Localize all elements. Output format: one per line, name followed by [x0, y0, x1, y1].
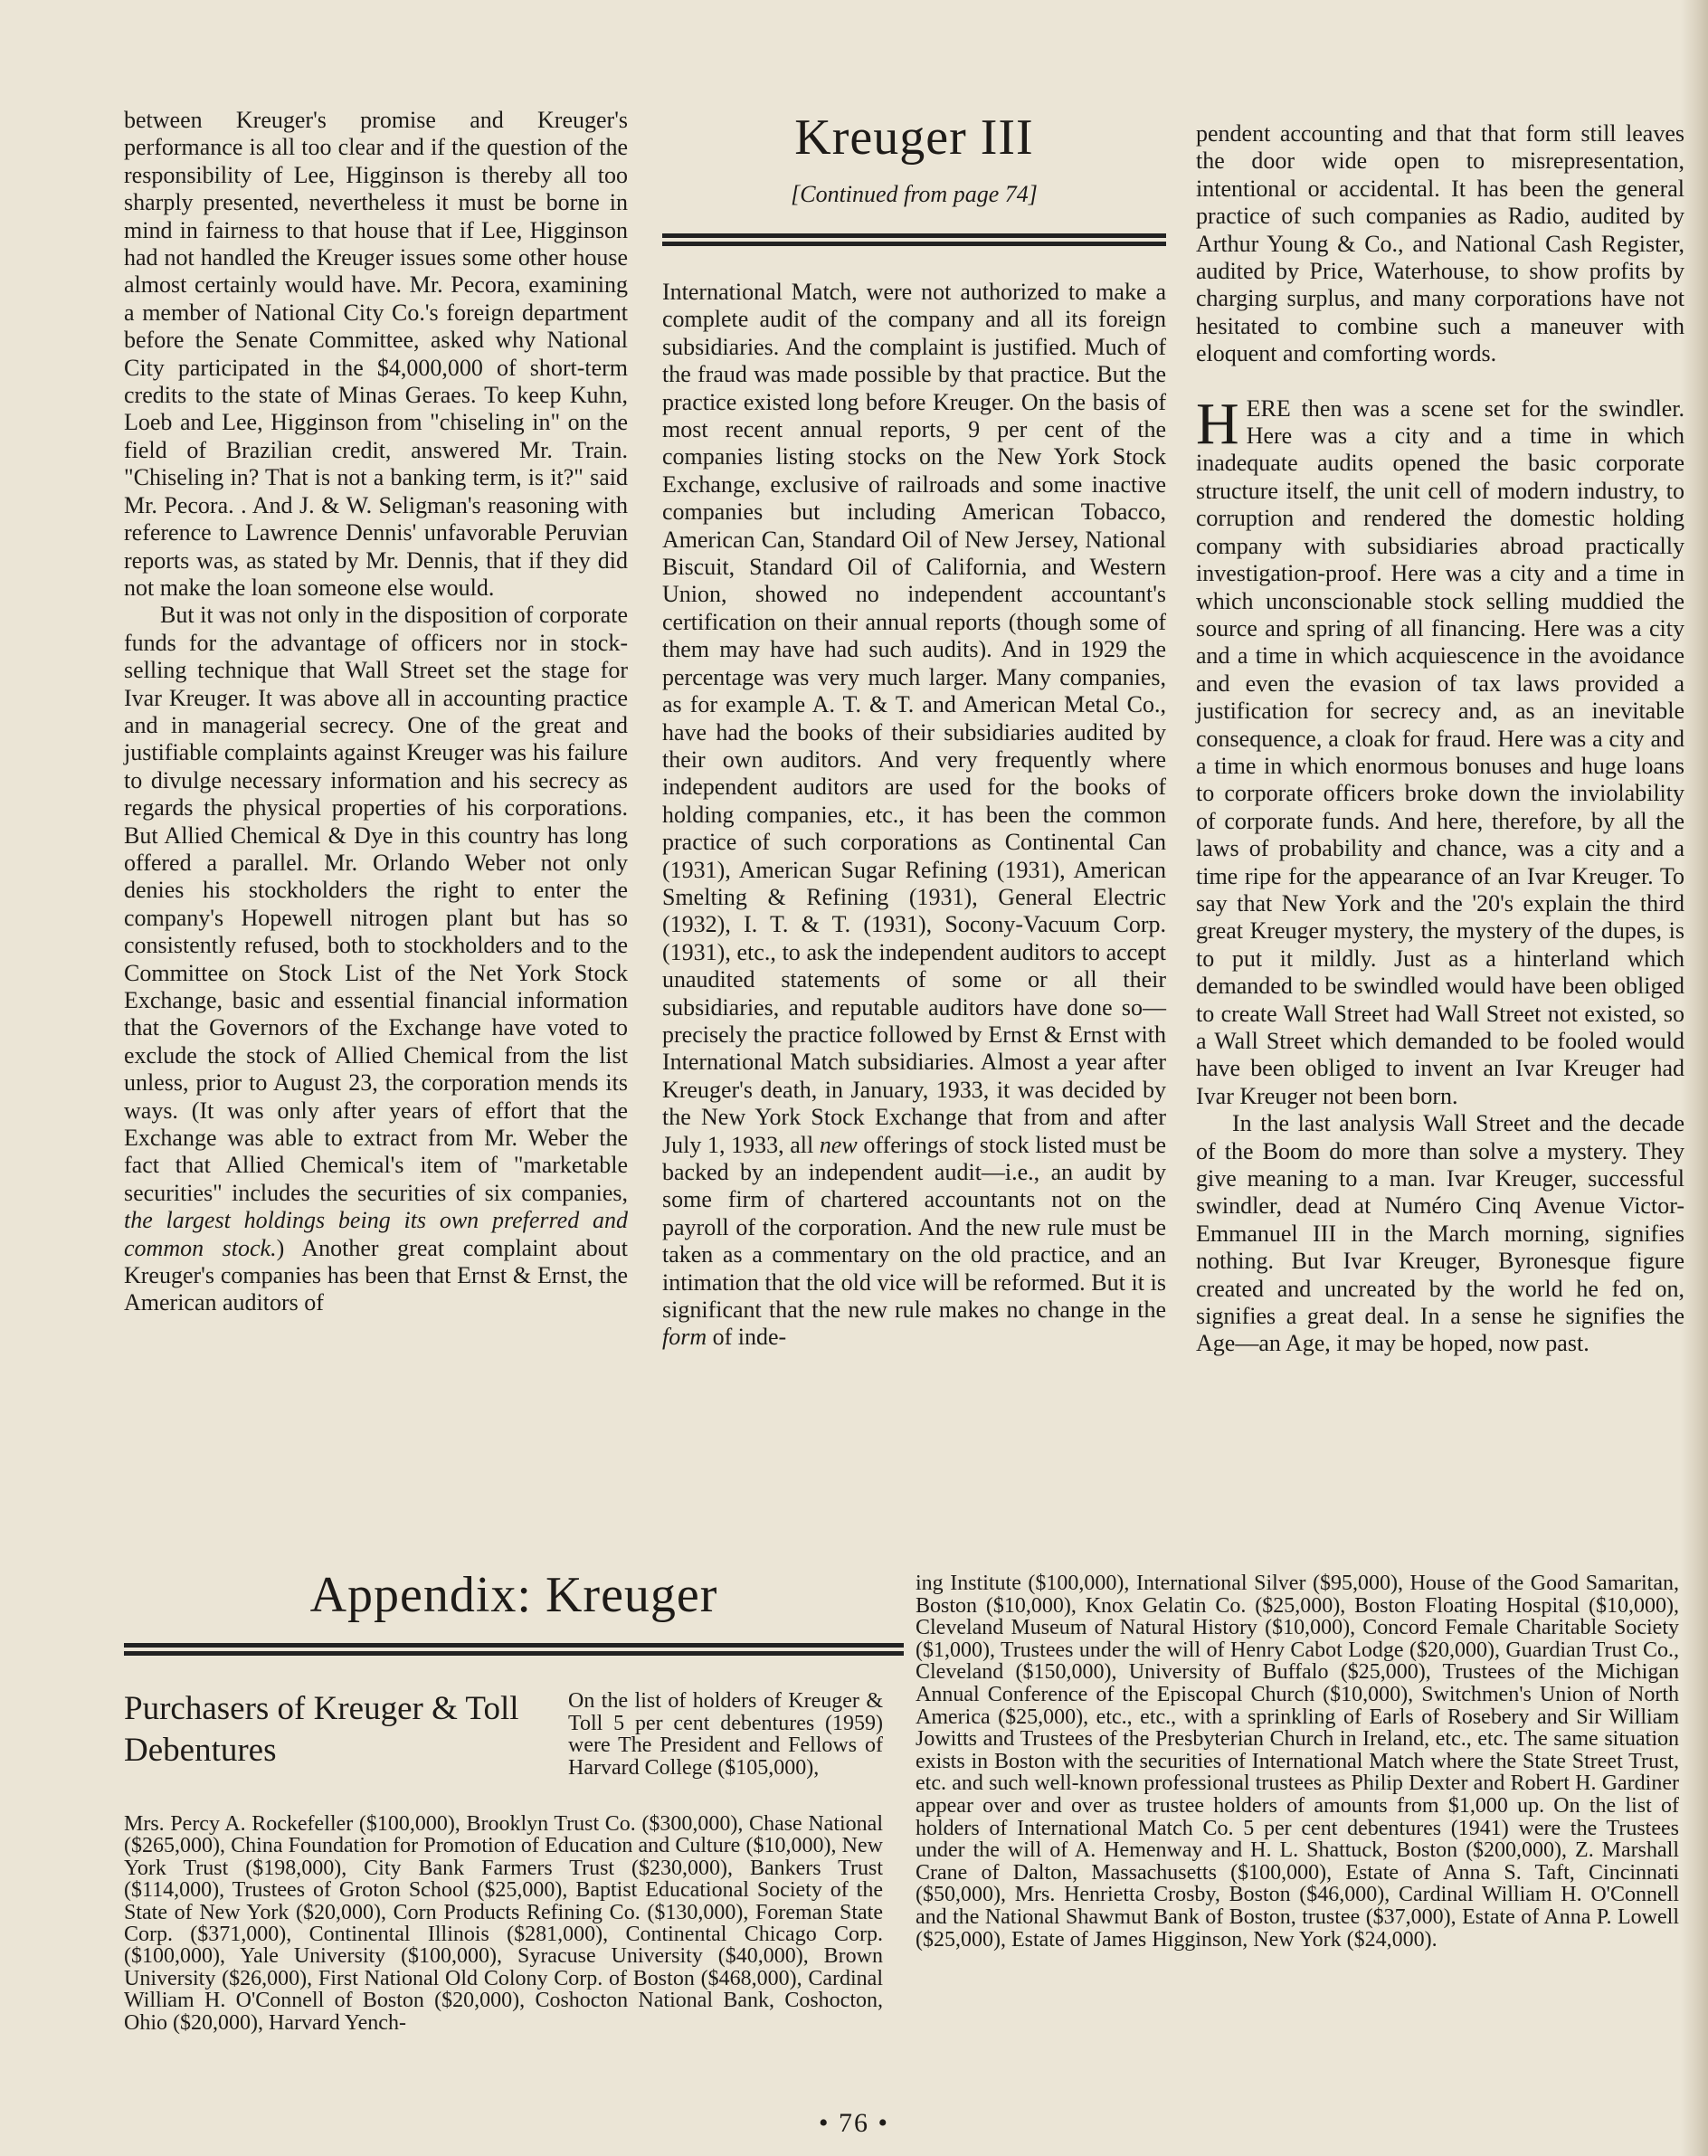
appendix-column-right: [916, 1572, 1679, 1951]
paragraph-text: ERE then was a scene set for the swindler. Here was a city and a time in which inadequate audits opened the basic corporate structure itself, the unit cell of modern industry, to corruption and rendered the domestic holding company with subsidiaries abroad practically investigation-proof. Here was a city and a time in which unconscionable stock selling muddied the source and spring of all financing. Here was a city and a time in which acquiescence in the avoidance and even the evasion of tax laws provided a justification for secrecy and, as an inevitable consequence, a cloak for fraud. Here was a city and a time in which enormous bonuses and huge loans to corporate officers broke down the inviolability of corporate funds. And here, therefore, by all the laws of probability and chance, was a city and a time ripe for the appearance of an Ivar Kreuger. To say that New York and the '20's explain the third great Kreuger mystery, the mystery of the dupes, is to put it mildly. Just as a hinterland which demanded to be swindled would have been obliged to create Wall Street had Wall Street not existed, so a Wall Street which demanded to be fooled would have been obliged to invent an Ivar Kreuger had Ivar Kreuger not been born.: [1196, 394, 1684, 1109]
paragraph: [568, 1690, 883, 1779]
continued-note: [Continued from page 74]: [791, 181, 1038, 207]
paragraph: [1196, 1110, 1684, 1358]
paragraph-text: On the list of holders of Kreuger & Toll 5 per cent debentures (1959) were The President and Fellows of Harvard College ($105,000),: [568, 1689, 883, 1780]
paragraph: [916, 1572, 1679, 1951]
paragraph-text: offerings of stock listed must be backed by an independent audit—i.e., an audit by some firm of chartered accountants not on the payroll of the corporation. And the new rule must be taken as a commentary on the old practice, and an intimation that the old vice will be reformed. But it is significant that the new rule makes no change in the: [662, 1131, 1166, 1324]
paragraph-text: But it was not only in the disposition of corporate funds for the advantage of officers nor in stock-selling technique that Wall Street set the stage for Ivar Kreuger. It was above all in accounting practice and in managerial secrecy. One of the great and justifiable complaints against Kreuger was his failure to divulge necessary information and his secrecy as regards the physical properties of his corporations. But Allied Chemical & Dye in this country has long offered a parallel. Mr. Orlando Weber not only denies his stockholders the right to enter the company's Hopewell nitrogen plant but has so consistently refused, both to stockholders and to the Committee on Stock List of the Net York Stock Exchange, basic and essential financial information that the Governors of the Exchange have voted to exclude the stock of Allied Chemical from the list unless, prior to August 23, the corporation mends its ways. (It was only after years of effort that the Exchange was able to extract from Mr. Weber the fact that Allied Chemical's item of "marketable securities" includes the securities of six companies,: [124, 602, 628, 1206]
article-column-left: [124, 107, 628, 1317]
paragraph: [124, 1813, 883, 2034]
italic-text: form: [662, 1324, 707, 1351]
paragraph-text: In the last analysis Wall Street and the decade of the Boom do more than solve a mystery. They give meaning to a man. Ivar Kreuger, successful swindler, dead at Numéro Cinq Avenue Victor-Emmanuel III in the March morning, signifies nothing. But Ivar Kreuger, Byronesque figure created and uncreated by the world he fed on, signifies a great deal. In a sense he signifies the Age—an Age, it may be hoped, now past.: [1196, 1110, 1684, 1357]
appendix-column-left: [124, 1813, 883, 2034]
paragraph-text: of inde-: [712, 1324, 787, 1351]
appendix-intro: [568, 1690, 883, 1779]
paragraph: [124, 602, 628, 1317]
paragraph-text: pendent accounting and that that form still leaves the door wide open to misrepresentation, intentional or accidental. It has been the general practice of such companies as Radio, audited by Arthur Young & Co., and National Cash Register, audited by Price, Waterhouse, to show profits by charging surplus, and many corporations have not hesitated to combine such a maneuver with eloquent and comforting words.: [1196, 120, 1684, 367]
drop-cap: H: [1196, 390, 1239, 457]
appendix-title: Appendix: Kreuger: [309, 1567, 718, 1623]
paragraph-text: Mrs. Percy A. Rockefeller ($100,000), Brooklyn Trust Co. ($300,000), Chase National ($265,000), China Foundation for Promotion of Education and Culture ($10,000), New York Trust ($198,000), City Bank Farmers Trust ($230,000), Bankers Trust ($114,000), Trustees of Groton School ($25,000), Baptist Educational Society of the State of New York ($20,000), Corn Products Refining Co. ($130,000), Foreman State Corp. ($371,000), Continental Illinois ($281,000), Continental Chicago Corp. ($100,000), Yale University ($100,000), Syracuse University ($40,000), Brown University ($26,000), First National Old Colony Corp. of Boston ($468,000), Cardinal William H. O'Connell of Boston ($20,000), Coshocton National Bank, Coshocton, Ohio ($20,000), Harvard Yench-: [124, 1812, 883, 2035]
paragraph-text: ) Another great complaint about Kreuger's companies has been that Ernst & Ernst, the American auditors of: [124, 1234, 629, 1316]
paragraph: [1196, 390, 1684, 1111]
paragraph-text: International Match, were not authorized to make a complete audit of the company and all its foreign subsidiaries. And the complaint is justified. Much of the fraud was made possible by that practice. But the practice existed long before Kreuger. On the basis of most recent annual reports, 9 per cent of the companies listing stocks on the New York Stock Exchange, exclusive of railroads and some inactive companies but including American Tobacco, American Can, Standard Oil of New Jersey, National Biscuit, Standard Oil of California, and Western Union, showed no independent accountant's certification on their annual reports (though some of them may have had such audits). And in 1929 the percentage was very much larger. Many companies, as for example A. T. & T. and American Metal Co., have had the books of their subsidiaries audited by their own auditors. And very frequently where independent auditors are used for the books of holding companies, etc., it has been the common practice of such corporations as Continental Can (1931), American Sugar Refining (1931), American Smelting & Refining (1931), General Electric (1932), I. T. & T. (1931), Socony-Vacuum Corp. (1931), etc., to ask the independent auditors to accept unaudited statements of some or all their subsidiaries, and reputable auditors have done so—precisely the practice followed by Ernst & Ernst with International Match subsidiaries. Almost a year after Kreuger's death, in January, 1933, it was decided by the New York Stock Exchange that from and after July 1, 1933, all: [662, 279, 1166, 1158]
page-edge: [1681, 0, 1708, 2156]
paragraph: [124, 107, 628, 602]
article-title: Kreuger III: [794, 109, 1034, 166]
article-header: [662, 107, 1166, 208]
paragraph: [662, 279, 1166, 1352]
title-rule: [662, 233, 1166, 246]
italic-text: the largest holdings being its own preferred and common stock.: [124, 1207, 628, 1261]
paragraph-text: between Kreuger's promise and Kreuger's performance is all too clear and if the question of the responsibility of Lee, Higginson is thereby all too sharply presented, nevertheless it must be borne in mind in fairness to that house that if Lee, Higginson had not handled the Kreuger issues some other house almost certainly would have. Mr. Pecora, examining a member of National City Co.'s foreign department before the Senate Committee, asked why National City participated in the $4,000,000 of short-term credits to the state of Minas Geraes. To keep Kuhn, Loeb and Lee, Higginson from "chiseling in" on the field of Brazilian credit, answered Mr. Train. "Chiseling in? That is not a banking term, is it?" said Mr. Pecora. . And J. & W. Seligman's reasoning with reference to Lawrence Dennis' unfavorable Peruvian reports was, as stated by Mr. Dennis, that if they did not make the loan someone else would.: [124, 107, 628, 601]
paragraph-text: ing Institute ($100,000), International Silver ($95,000), House of the Good Samaritan, Boston ($10,000), Knox Gelatin Co. ($25,000), Boston Floating Hospital ($10,000), Cleveland Museum of Natural History ($10,000), Concord Female Charitable Society ($1,000), Trustees under the will of Henry Cabot Lodge ($20,000), Guardian Trust Co., Cleveland ($150,000), University of Buffalo ($25,000), Trustees of the Michigan Annual Conference of the Episcopal Church ($10,000), Switchmen's Union of North America ($25,000), etc., etc., with a sprinkling of Earls of Rosebery and Sir William Jowitts and Trustees of the Presbyterian Church in Ireland, etc., etc. The same situation exists in Boston with the securities of International Match where the State Street Trust, etc. and such well-known professional trustees as Philip Dexter and Robert H. Gardiner appear over and over as trustee holders of amounts from $1,000 up. On the list of holders of International Match Co. 5 per cent debentures (1941) were the Trustees under the will of A. Hemenway and H. L. Shattuck, Boston ($200,000), Z. Marshall Crane of Dalton, Massachusetts ($100,000), Estate of Anna S. Taft, Cincinnati ($50,000), Mrs. Henrietta Crosby, Boston ($46,000), Cardinal William H. O'Connell and the National Shawmut Bank of Boston, trustee ($37,000), Estate of Anna P. Lowell ($25,000), Estate of James Higginson, New York ($24,000).: [916, 1572, 1679, 1952]
appendix-rule: [124, 1643, 904, 1656]
article-column-right: [1196, 120, 1684, 1358]
paragraph: [1196, 120, 1684, 368]
article-column-middle: [662, 279, 1166, 1352]
page-number: • 76 •: [818, 2108, 889, 2138]
italic-text: new: [819, 1131, 858, 1158]
appendix-subheading: Purchasers of Kreuger & Toll Debentures: [124, 1690, 519, 1769]
